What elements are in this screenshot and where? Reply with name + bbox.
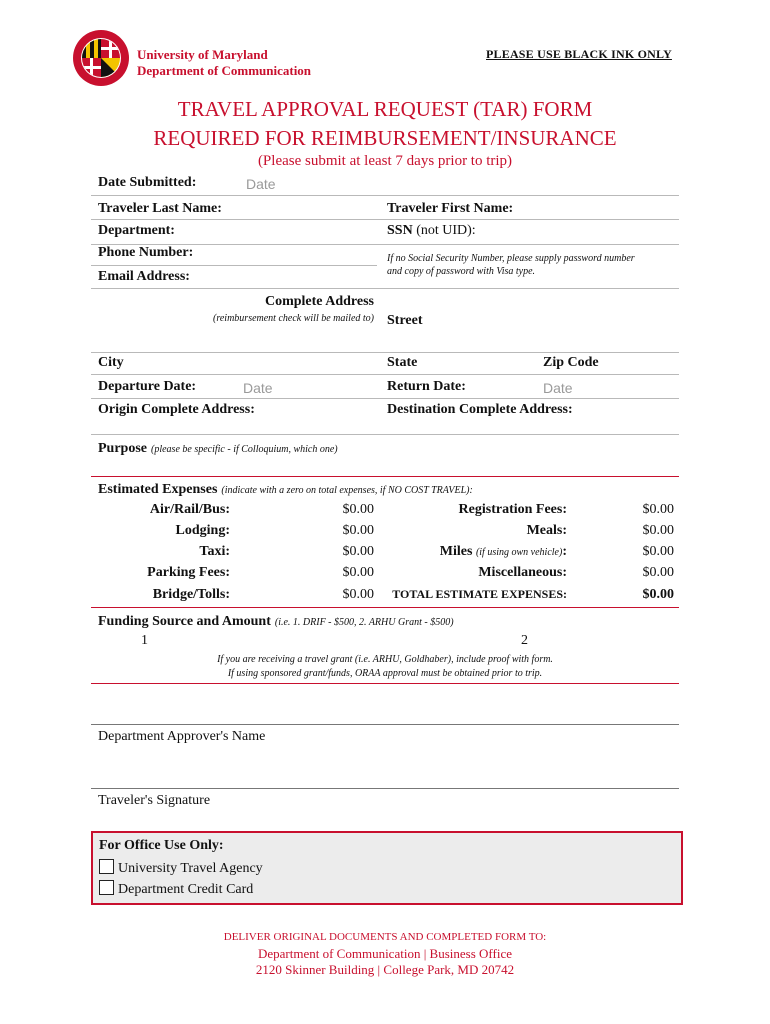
miles-note: (if using own vehicle) bbox=[475, 547, 563, 558]
origin-address-label: Origin Complete Address: bbox=[98, 402, 255, 417]
destination-address-label: Destination Complete Address: bbox=[387, 402, 573, 417]
section-divider bbox=[91, 683, 679, 684]
office-use-heading: For Office Use Only: bbox=[99, 838, 224, 853]
form-subtitle-requirement: REQUIRED FOR REIMBURSEMENT/INSURANCE bbox=[153, 126, 617, 150]
date-submitted-field[interactable]: Date bbox=[246, 176, 276, 192]
passport-note bbox=[387, 252, 635, 278]
business-office: Department of Communication | Business Office bbox=[257, 946, 512, 961]
expenses-note: (indicate with a zero on total expenses, if NO COST TRAVEL): bbox=[221, 485, 473, 496]
option-travel-agency-label: University Travel Agency bbox=[118, 861, 263, 876]
expense-value-parking[interactable]: $0.00 bbox=[342, 565, 374, 580]
departure-date-field[interactable]: Date bbox=[243, 380, 273, 396]
checkbox-credit-card[interactable] bbox=[99, 880, 114, 895]
expense-value-lodging[interactable]: $0.00 bbox=[342, 523, 374, 538]
delivery-instructions: DELIVER ORIGINAL DOCUMENTS AND COMPLETED FORM TO: bbox=[223, 931, 547, 943]
office-use-box bbox=[91, 831, 683, 905]
funding-source-2[interactable]: 2 bbox=[521, 633, 528, 648]
submit-note: (Please submit at least 7 days prior to trip) bbox=[257, 153, 513, 169]
expense-value-air[interactable]: $0.00 bbox=[342, 502, 374, 517]
expense-label-parking: Parking Fees: bbox=[147, 565, 230, 580]
option-credit-card-label: Department Credit Card bbox=[118, 882, 254, 897]
expense-label-tolls: Bridge/Tolls: bbox=[152, 587, 230, 602]
divider bbox=[91, 434, 679, 435]
office-option-travel-agency[interactable] bbox=[99, 859, 263, 877]
miles-label-text: Miles bbox=[439, 544, 473, 559]
expenses-heading bbox=[98, 480, 473, 498]
complete-address-label: Complete Address bbox=[264, 294, 374, 309]
form-title: TRAVEL APPROVAL REQUEST (TAR) FORM bbox=[177, 97, 593, 121]
return-date-field[interactable]: Date bbox=[543, 380, 573, 396]
grant-note-line1: If you are receiving a travel grant (i.e. ARHU, Goldhaber), include proof with form. bbox=[217, 654, 553, 665]
first-name-label: Traveler First Name: bbox=[387, 201, 514, 216]
expense-label-registration: Registration Fees: bbox=[458, 502, 567, 517]
email-label: Email Address: bbox=[98, 269, 190, 284]
expense-label-air: Air/Rail/Bus: bbox=[149, 502, 230, 517]
grant-note-line2: If using sponsored grant/funds, ORAA approval must be obtained prior to trip. bbox=[227, 668, 543, 679]
funding-heading bbox=[98, 612, 454, 630]
section-divider bbox=[91, 607, 679, 608]
department-name: Department of Communication bbox=[137, 63, 312, 78]
expense-value-taxi[interactable]: $0.00 bbox=[342, 544, 374, 559]
divider bbox=[91, 265, 377, 266]
divider bbox=[91, 352, 679, 353]
phone-label: Phone Number: bbox=[98, 245, 194, 260]
purpose-label-text: Purpose bbox=[98, 441, 147, 456]
date-submitted-label: Date Submitted: bbox=[98, 175, 197, 190]
expense-label-misc: Miscellaneous: bbox=[478, 565, 567, 580]
expense-label-taxi: Taxi: bbox=[199, 544, 230, 559]
divider bbox=[91, 398, 679, 399]
office-option-credit-card[interactable] bbox=[99, 880, 253, 898]
last-name-label: Traveler Last Name: bbox=[98, 201, 222, 216]
expense-label-miles bbox=[380, 544, 567, 560]
purpose-label bbox=[98, 439, 338, 457]
expense-value-misc[interactable]: $0.00 bbox=[642, 565, 674, 580]
funding-heading-text: Funding Source and Amount bbox=[98, 614, 271, 629]
ssn-note: (not UID): bbox=[416, 223, 476, 238]
traveler-signature-label: Traveler's Signature bbox=[98, 793, 211, 808]
approver-name-label: Department Approver's Name bbox=[98, 729, 266, 744]
return-date-label: Return Date: bbox=[387, 379, 466, 394]
ink-notice: PLEASE USE BLACK INK ONLY bbox=[486, 47, 672, 61]
divider bbox=[91, 374, 679, 375]
expense-value-miles[interactable]: $0.00 bbox=[642, 544, 674, 559]
address-note: (reimbursement check will be mailed to) bbox=[213, 313, 374, 324]
passport-note-line2: and copy of password with Visa type. bbox=[387, 266, 536, 277]
department-label: Department: bbox=[98, 223, 175, 238]
total-expenses-value: $0.00 bbox=[642, 587, 674, 602]
university-name: University of Maryland bbox=[137, 47, 268, 62]
miles-colon: : bbox=[562, 544, 567, 559]
section-divider bbox=[91, 476, 679, 477]
zip-label: Zip Code bbox=[543, 355, 599, 370]
office-address: 2120 Skinner Building | College Park, MD 20742 bbox=[255, 962, 515, 977]
passport-note-line1: If no Social Security Number, please supply password number bbox=[387, 253, 635, 264]
departure-date-label: Departure Date: bbox=[98, 379, 197, 394]
divider bbox=[91, 195, 679, 196]
funding-note: (i.e. 1. DRIF - $500, 2. ARHU Grant - $500) bbox=[274, 617, 454, 628]
state-label: State bbox=[387, 355, 418, 370]
divider bbox=[91, 288, 679, 289]
street-label: Street bbox=[387, 313, 423, 328]
city-label: City bbox=[98, 355, 124, 370]
ssn-label-text: SSN bbox=[387, 223, 413, 238]
grant-note bbox=[91, 653, 679, 681]
divider bbox=[91, 244, 679, 245]
university-seal-logo bbox=[72, 29, 130, 87]
traveler-signature-line bbox=[91, 788, 679, 789]
expenses-heading-text: Estimated Expenses bbox=[98, 482, 218, 497]
approver-signature-line bbox=[91, 724, 679, 725]
expense-value-tolls[interactable]: $0.00 bbox=[342, 587, 374, 602]
expense-label-lodging: Lodging: bbox=[175, 523, 230, 538]
purpose-note: (please be specific - if Colloquium, which one) bbox=[151, 444, 338, 455]
checkbox-travel-agency[interactable] bbox=[99, 859, 114, 874]
total-expenses-label: TOTAL ESTIMATE EXPENSES: bbox=[392, 587, 567, 601]
expense-value-meals[interactable]: $0.00 bbox=[642, 523, 674, 538]
divider bbox=[91, 219, 679, 220]
expense-label-meals: Meals: bbox=[526, 523, 567, 538]
funding-source-1[interactable]: 1 bbox=[141, 633, 148, 648]
expense-value-registration[interactable]: $0.00 bbox=[642, 502, 674, 517]
ssn-label bbox=[387, 223, 476, 239]
